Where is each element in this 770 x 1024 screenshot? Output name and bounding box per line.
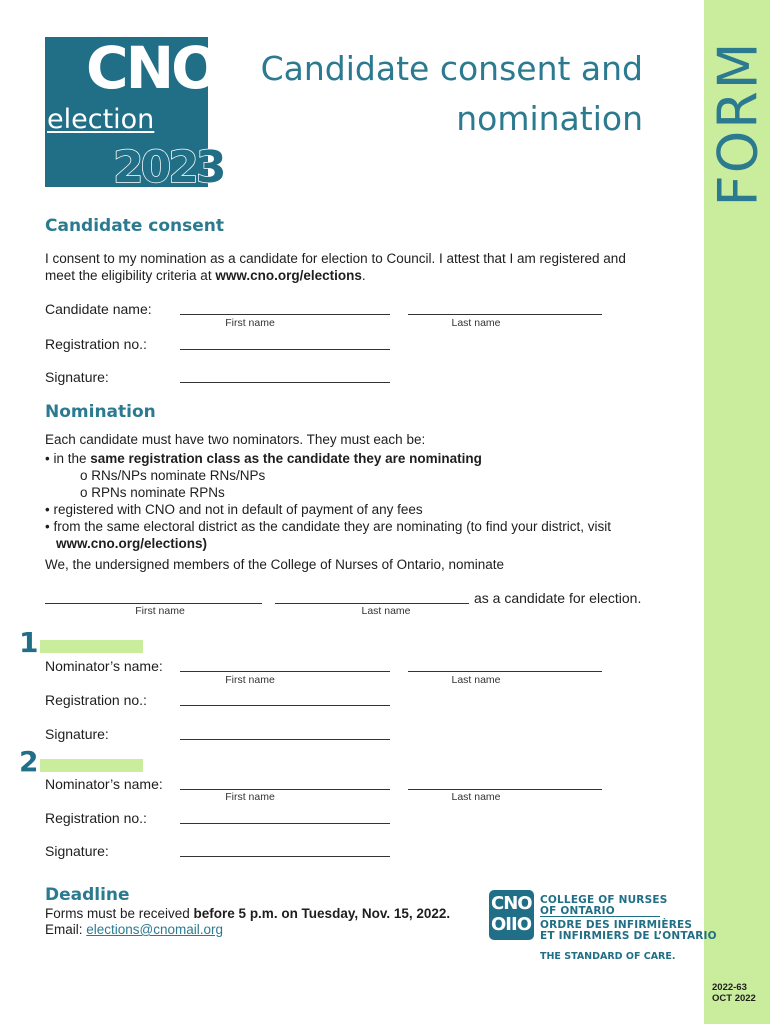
org-divider bbox=[540, 916, 660, 917]
nominator-2-registration-label: Registration no.: bbox=[45, 810, 147, 826]
nominator-2-name-label: Nominator’s name: bbox=[45, 776, 163, 792]
consent-text-line1: I consent to my nomination as a candidate for election to Council. I attest that I am registered and bbox=[45, 251, 626, 266]
nominator-1-last-name-field[interactable] bbox=[408, 671, 602, 672]
last-name-caption: Last name bbox=[451, 674, 501, 686]
form-code: 2022-63 bbox=[712, 982, 747, 993]
nominator-2-last-name-field[interactable] bbox=[408, 789, 602, 790]
nominator-1-registration-label: Registration no.: bbox=[45, 692, 147, 708]
first-name-caption: First name bbox=[225, 674, 275, 686]
first-name-caption: First name bbox=[225, 791, 275, 803]
candidate-signature-field[interactable] bbox=[180, 382, 390, 383]
nomination-bullet-3: • from the same electoral district as the candidate they are nominating (to find your district, visit bbox=[45, 519, 611, 534]
logo-election-text: election bbox=[47, 104, 155, 135]
nominator-1-name-label: Nominator’s name: bbox=[45, 658, 163, 674]
nomination-sub-1: o RNs/NPs nominate RNs/NPs bbox=[80, 468, 266, 483]
cno-logo-text: CNO OIIO bbox=[491, 893, 532, 935]
eligibility-link[interactable]: www.cno.org/elections bbox=[215, 268, 362, 283]
org-name-line2: OF ONTARIO bbox=[540, 905, 615, 917]
nominator-2-number: 2 bbox=[19, 745, 39, 778]
email-link[interactable]: elections@cnomail.org bbox=[86, 922, 224, 937]
candidate-name-label: Candidate name: bbox=[45, 301, 152, 317]
page-title: Candidate consent and nomination bbox=[260, 49, 643, 138]
nomination-intro: Each candidate must have two nominators. They must each be: bbox=[45, 432, 426, 447]
nomination-heading: Nomination bbox=[45, 402, 156, 422]
first-name-caption: First name bbox=[135, 605, 185, 617]
candidate-registration-field[interactable] bbox=[180, 349, 390, 350]
deadline-heading: Deadline bbox=[45, 885, 130, 905]
nominator-2-signature-field[interactable] bbox=[180, 856, 390, 857]
nominator-2-signature-label: Signature: bbox=[45, 843, 109, 859]
last-name-caption: Last name bbox=[361, 605, 411, 617]
last-name-caption: Last name bbox=[451, 791, 501, 803]
nominator-1-signature-field[interactable] bbox=[180, 739, 390, 740]
nominee-last-name-field[interactable] bbox=[275, 603, 469, 604]
candidate-signature-label: Signature: bbox=[45, 369, 109, 385]
form-date: OCT 2022 bbox=[712, 993, 756, 1004]
org-tagline: THE STANDARD OF CARE. bbox=[540, 951, 676, 962]
deadline-email: Email: elections@cnomail.org bbox=[45, 922, 224, 937]
nomination-undersigned: We, the undersigned members of the College of Nurses of Ontario, nominate bbox=[45, 557, 504, 572]
consent-text-line2: meet the eligibility criteria at www.cno.org/elections. bbox=[45, 268, 366, 283]
first-name-caption: First name bbox=[225, 317, 275, 329]
candidate-registration-label: Registration no.: bbox=[45, 336, 147, 352]
form-vertical-label: FORM bbox=[706, 40, 770, 206]
nominator-2-bar bbox=[40, 759, 143, 772]
nominator-2-first-name-field[interactable] bbox=[180, 789, 390, 790]
nominator-1-number: 1 bbox=[19, 626, 39, 659]
nomination-sub-2: o RPNs nominate RPNs bbox=[80, 485, 225, 500]
last-name-caption: Last name bbox=[451, 317, 501, 329]
logo-year-text: 2023 bbox=[113, 142, 224, 193]
as-candidate-text: as a candidate for election. bbox=[474, 590, 642, 606]
nominator-2-registration-field[interactable] bbox=[180, 823, 390, 824]
nominee-first-name-field[interactable] bbox=[45, 603, 262, 604]
candidate-last-name-field[interactable] bbox=[408, 314, 602, 315]
nominator-1-signature-label: Signature: bbox=[45, 726, 109, 742]
nomination-bullet-2: • registered with CNO and not in default of payment of any fees bbox=[45, 502, 423, 517]
deadline-text: Forms must be received before 5 p.m. on Tuesday, Nov. 15, 2022. bbox=[45, 906, 451, 921]
org-name-line1: COLLEGE OF NURSES bbox=[540, 894, 668, 906]
consent-heading: Candidate consent bbox=[45, 216, 224, 236]
nominator-1-first-name-field[interactable] bbox=[180, 671, 390, 672]
district-link[interactable]: www.cno.org/elections) bbox=[56, 536, 208, 551]
org-name-line3: ORDRE DES INFIRMIÈRES bbox=[540, 919, 693, 931]
candidate-first-name-field[interactable] bbox=[180, 314, 390, 315]
org-name-line4: ET INFIRMIERS DE L’ONTARIO bbox=[540, 930, 717, 942]
nomination-bullet-1: • in the same registration class as the candidate they are nominating bbox=[45, 451, 482, 466]
nominator-1-registration-field[interactable] bbox=[180, 705, 390, 706]
logo-cno-text: CNO bbox=[86, 34, 218, 102]
nominator-1-bar bbox=[40, 640, 143, 653]
